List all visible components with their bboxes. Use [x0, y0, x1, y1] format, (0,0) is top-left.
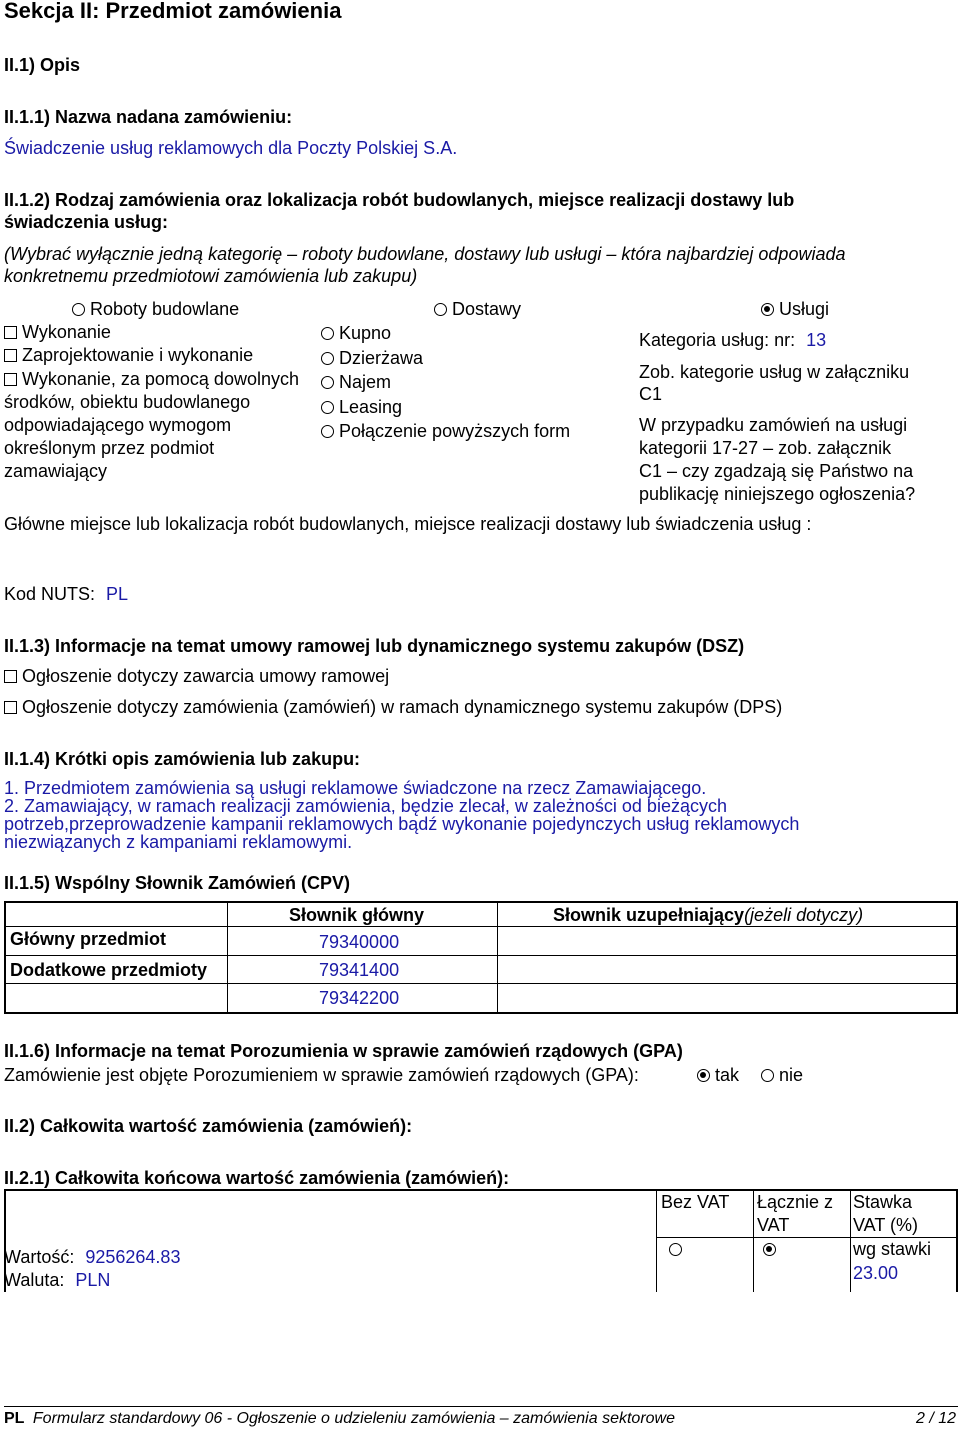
supply-option-3: Najem — [321, 371, 391, 393]
header-without-vat: Bez VAT — [661, 1192, 730, 1212]
radio-icon — [321, 401, 334, 414]
header-with-vat-1: Łącznie z — [757, 1192, 834, 1212]
vat-rate-value: 23.00 — [853, 1263, 899, 1283]
heading-opis: II.1) Opis — [4, 55, 81, 75]
services-note-2: C1 — [639, 384, 663, 404]
header-vat-rate-2: VAT (%) — [853, 1215, 919, 1235]
gpa-yes: tak — [697, 1064, 739, 1086]
category-supplies: Dostawy — [434, 298, 521, 320]
heading-type-2: świadczenia usług: — [4, 212, 169, 232]
checkbox-icon — [4, 349, 17, 362]
description-2b: potrzeb,przeprowadzenie kampanii reklamowych bądź wykonanie pojedynczych usług reklamowych — [4, 814, 800, 834]
cpv-code: 79340000 — [319, 932, 400, 952]
checkbox-icon — [4, 701, 17, 714]
category-services: Usługi — [761, 298, 829, 320]
vat-rate-label: wg stawki — [853, 1239, 932, 1259]
page-number: 2 / 12 — [915, 1410, 956, 1427]
location-label: Główne miejsce lub lokalizacja robót budowlanych, miejsce realizacji dostawy lub świadczenia usług : — [4, 514, 812, 534]
footer: PL Formularz standardowy 06 - Ogłoszenie o udzieleniu zamówienia – zamówienia sektorowe — [4, 1410, 675, 1427]
checkbox-icon — [4, 373, 17, 386]
supply-option-2: Dzierżawa — [321, 347, 423, 369]
heading-description: II.1.4) Krótki opis zamówienia lub zakupu: — [4, 749, 361, 769]
supply-option-1: Kupno — [321, 322, 391, 344]
heading-dsz: II.1.3) Informacje na temat umowy ramowej lub dynamicznego systemu zakupów (DSZ) — [4, 636, 745, 656]
description-2c: niezwiązanych z kampaniami reklamowymi. — [4, 832, 353, 852]
with-vat-option — [763, 1238, 781, 1260]
without-vat-option — [669, 1238, 687, 1260]
contract-name: Świadczenie usług reklamowych dla Poczty Polskiej S.A. — [4, 138, 458, 158]
cpv-row-additional: Dodatkowe przedmioty — [10, 960, 208, 980]
heading-type-1: II.1.2) Rodzaj zamówienia oraz lokalizacja robót budowlanych, miejsce realizacji dostawy lub — [4, 190, 795, 210]
radio-icon — [321, 376, 334, 389]
radio-selected-icon — [761, 303, 774, 316]
radio-icon — [321, 425, 334, 438]
cpv-code: 79341400 — [319, 960, 400, 980]
works-option-2: Zaprojektowanie i wykonanie — [4, 344, 253, 366]
radio-icon — [72, 303, 85, 316]
services-question-3: C1 – czy zgadzają się Państwo na — [639, 461, 914, 481]
category-works: Roboty budowlane — [72, 298, 239, 320]
works-option-3-l2: środków, obiektu budowlanego — [4, 392, 251, 412]
supply-option-4: Leasing — [321, 396, 402, 418]
services-question-1: W przypadku zamówień na usługi — [639, 415, 908, 435]
supply-option-5: Połączenie powyższych form — [321, 420, 570, 442]
services-category: Kategoria usług: nr: 13 — [639, 330, 827, 350]
checkbox-icon — [4, 670, 17, 683]
cpv-header-main: Słownik główny — [289, 905, 425, 925]
radio-icon — [434, 303, 447, 316]
works-option-1: Wykonanie — [4, 321, 111, 343]
dsz-option-1: Ogłoszenie dotyczy zawarcia umowy ramowej — [4, 665, 389, 687]
services-note-1: Zob. kategorie usług w załączniku — [639, 362, 910, 382]
radio-selected-icon — [763, 1243, 776, 1256]
heading-name: II.1.1) Nazwa nadana zamówieniu: — [4, 107, 293, 127]
works-option-3-l3: odpowiadającego wymogom — [4, 415, 232, 435]
description-1: 1. Przedmiotem zamówienia są usługi reklamowe świadczone na rzecz Zamawiającego. — [4, 778, 707, 798]
works-option-3: Wykonanie, za pomocą dowolnych — [4, 368, 299, 390]
radio-icon — [669, 1243, 682, 1256]
header-vat-rate-1: Stawka — [853, 1192, 913, 1212]
dsz-option-2: Ogłoszenie dotyczy zamówienia (zamówień) w ramach dynamicznego systemu zakupów (DPS) — [4, 696, 782, 718]
nuts-code: Kod NUTS: PL — [4, 584, 129, 604]
radio-icon — [321, 352, 334, 365]
gpa-question: Zamówienie jest objęte Porozumieniem w sprawie zamówień rządowych (GPA): — [4, 1065, 639, 1085]
cpv-header-supp: Słownik uzupełniający(jeżeli dotyczy) — [553, 905, 864, 925]
radio-icon — [761, 1069, 774, 1082]
footer-divider — [4, 1406, 958, 1407]
section-title: Sekcja II: Przedmiot zamówienia — [4, 0, 342, 23]
heading-total: II.2) Całkowita wartość zamówienia (zamówień): — [4, 1116, 413, 1136]
services-question-2: kategorii 17-27 – zob. załącznik — [639, 438, 892, 458]
cpv-row-main: Główny przedmiot — [10, 929, 167, 949]
heading-gpa: II.1.6) Informacje na temat Porozumienia w sprawie zamówień rządowych (GPA) — [4, 1041, 683, 1061]
services-question-4: publikację niniejszego ogłoszenia? — [639, 484, 916, 504]
type-note-1: (Wybrać wyłącznie jedną kategorię – roboty budowlane, dostawy lub usługi – która najbardziej odpowiada — [4, 244, 846, 264]
header-with-vat-2: VAT — [757, 1215, 790, 1235]
heading-cpv: II.1.5) Wspólny Słownik Zamówień (CPV) — [4, 873, 351, 893]
works-option-3-l4: określonym przez podmiot — [4, 438, 215, 458]
currency: Waluta: PLN — [4, 1270, 111, 1290]
cpv-code: 79342200 — [319, 988, 400, 1008]
heading-total-final: II.2.1) Całkowita końcowa wartość zamówienia (zamówień): — [4, 1168, 510, 1188]
gpa-no: nie — [761, 1064, 803, 1086]
total-value: Wartość: 9256264.83 — [4, 1247, 181, 1267]
works-option-3-l5: zamawiający — [4, 461, 108, 481]
radio-selected-icon — [697, 1069, 710, 1082]
radio-icon — [321, 327, 334, 340]
checkbox-icon — [4, 326, 17, 339]
description-2a: 2. Zamawiający, w ramach realizacji zamówienia, będzie zlecał, w zależności od bieżących — [4, 796, 727, 816]
type-note-2: konkretnemu przedmiotowi zamówienia lub zakupu) — [4, 266, 418, 286]
